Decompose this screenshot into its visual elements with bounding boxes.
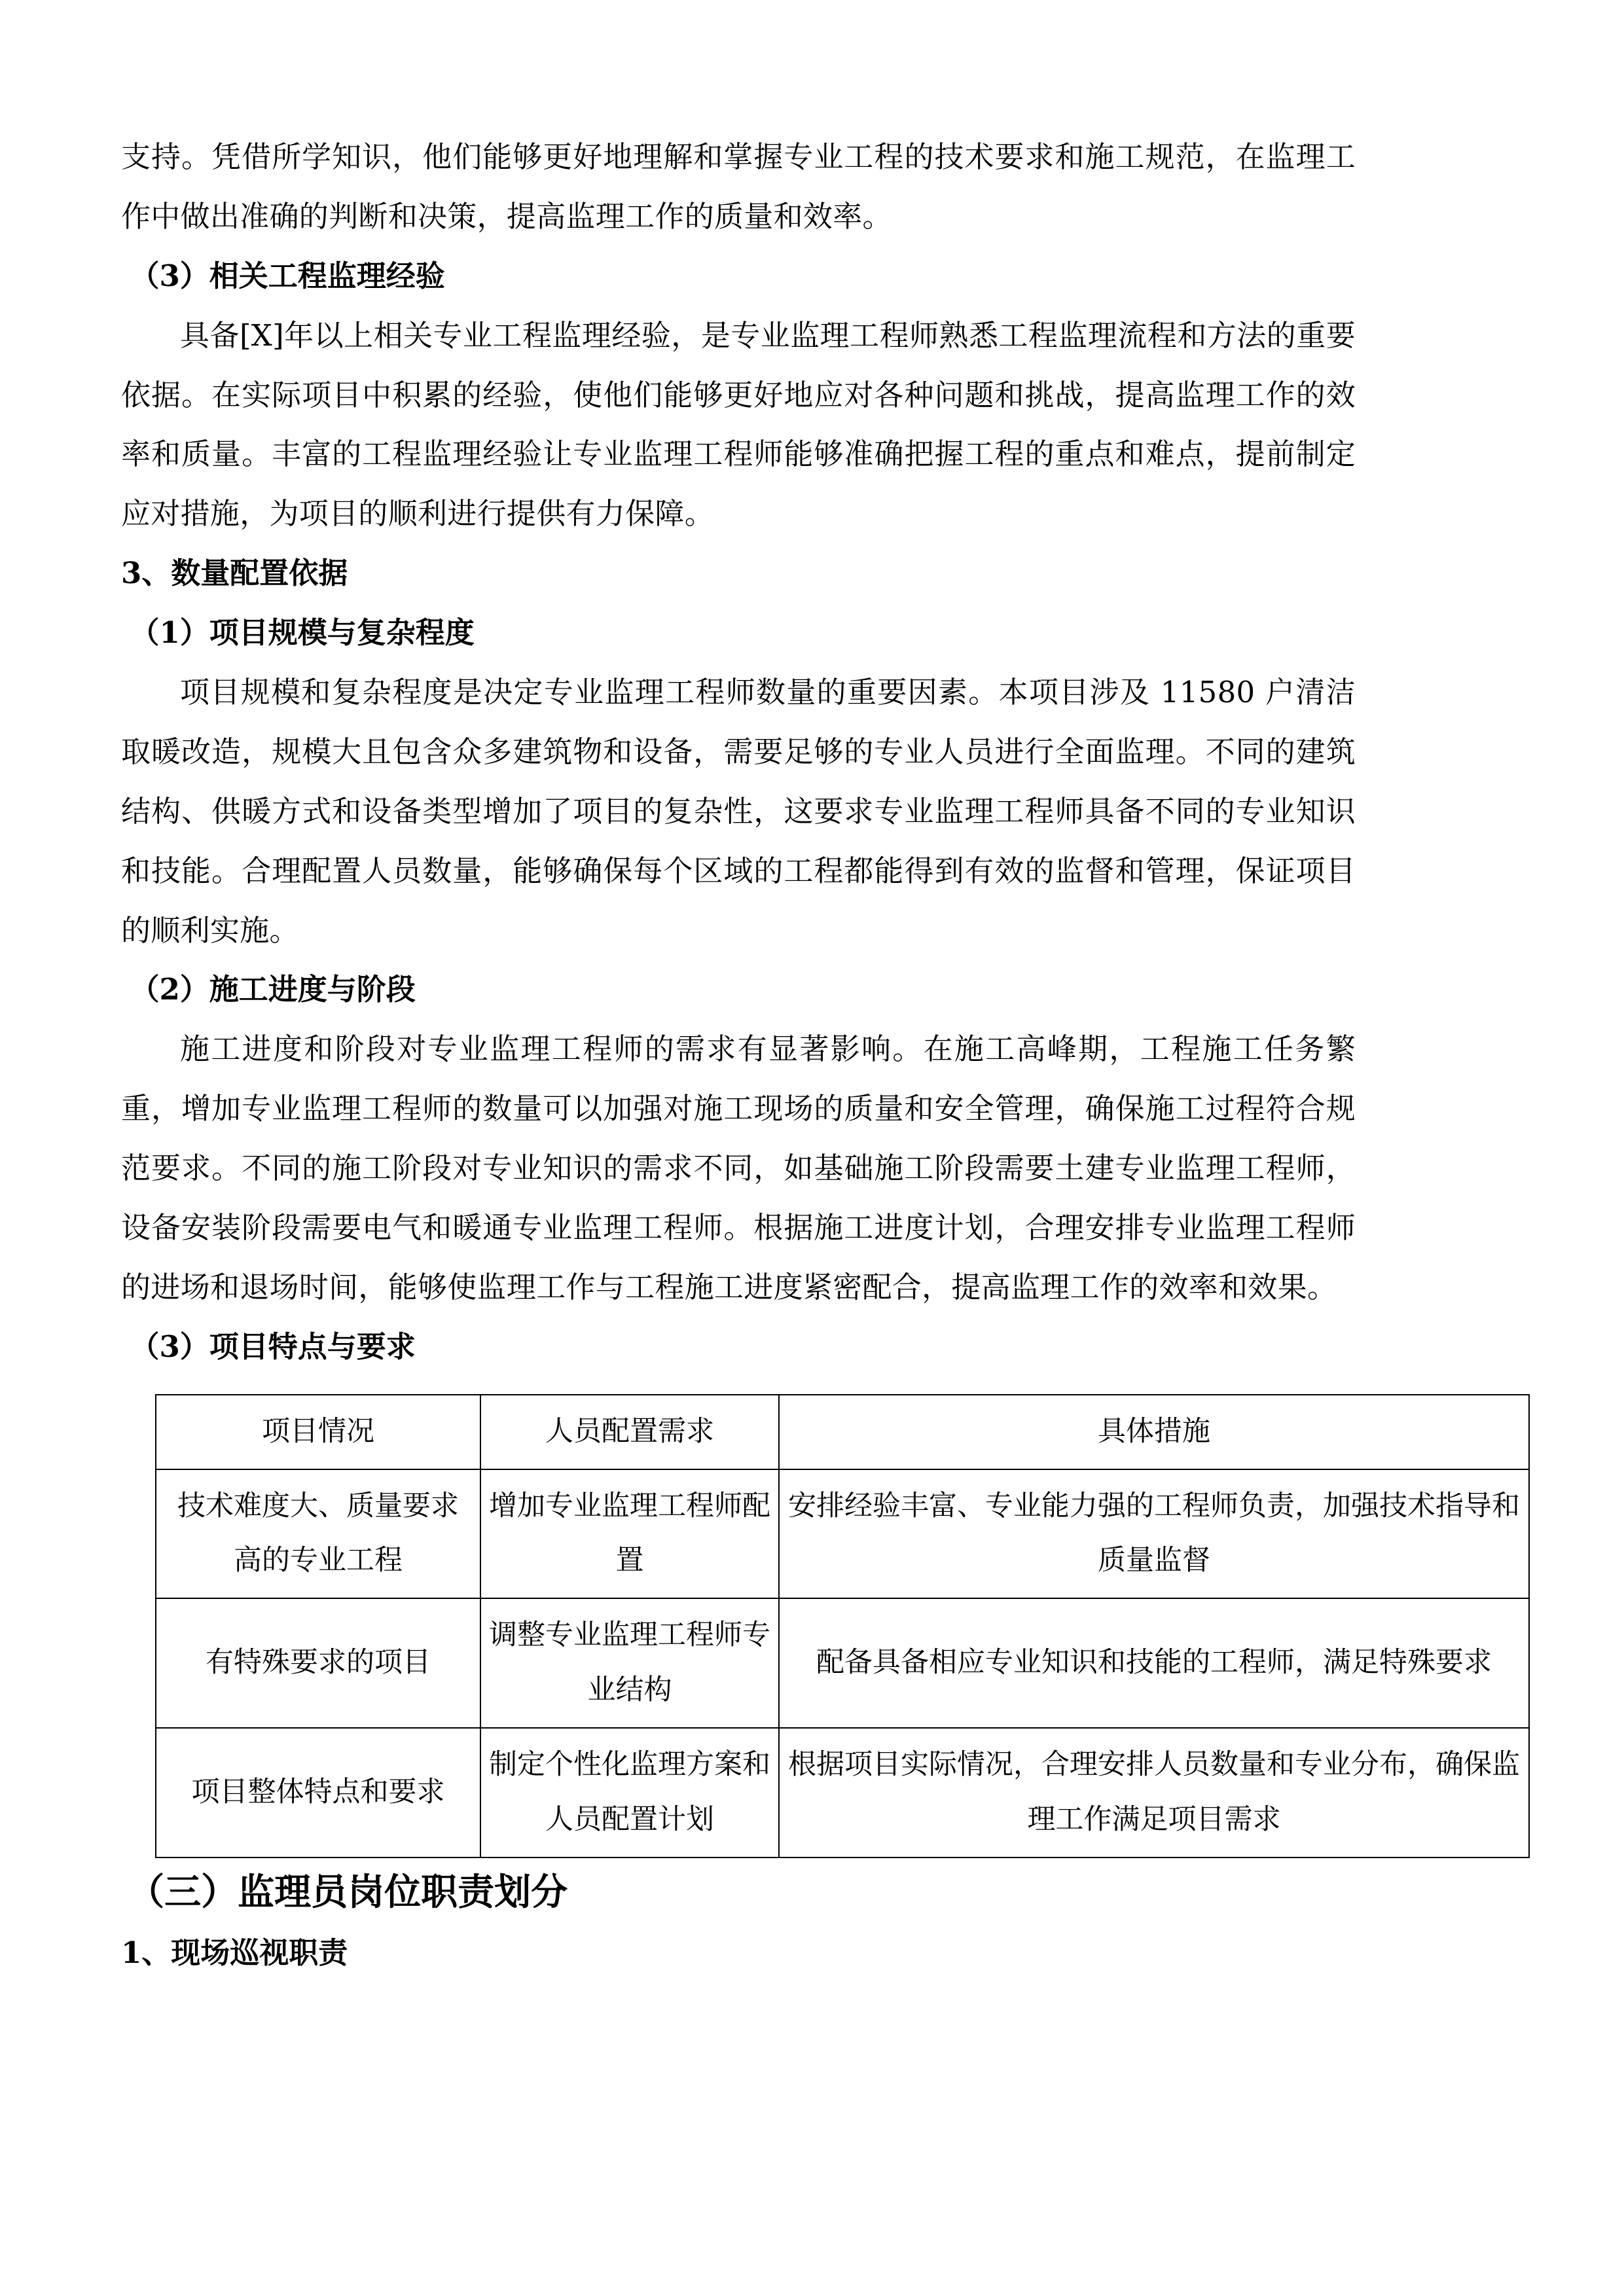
heading-supervisor-duty-division: （三）监理员岗位职责划分 [128,1870,568,1914]
table-header-measures: 具体措施 [779,1395,1529,1469]
heading-project-scale-complexity: （1）项目规模与复杂程度 [130,615,475,651]
table-cell-measures: 配备具备相应专业知识和技能的工程师，满足特殊要求 [779,1598,1529,1728]
table-cell-measures: 安排经验丰富、专业能力强的工程师负责，加强技术指导和质量监督 [779,1469,1529,1599]
table-row [156,1598,1529,1728]
table-body [156,1395,1529,1857]
project-features-table [155,1394,1530,1858]
table-cell-staffing: 调整专业监理工程师专业结构 [480,1598,779,1728]
continued-paragraph: 支持。凭借所学知识，他们能够更好地理解和掌握专业工程的技术要求和施工规范，在监理工作中做出准确的判断和决策，提高监理工作的质量和效率。 [121,139,1356,234]
table-row [156,1469,1529,1599]
table-cell-staffing: 制定个性化监理方案和人员配置计划 [480,1728,779,1857]
table-header-situation: 项目情况 [156,1395,480,1469]
paragraph-project-scale-complexity: 项目规模和复杂程度是决定专业监理工程师数量的重要因素。本项目涉及 11580 户清洁取暖改造，规模大且包含众多建筑物和设备，需要足够的专业人员进行全面监理。不同的建筑结构、供暖方式和设备类型增加了项目的复杂性，这要求专业监理工程师具备不同的专业知识和技能。合理配置人员数量，能够确保每个区域的工程都能得到有效的监督和管理，保证项目的顺利实施。 [121,675,1356,948]
heading-project-features-requirements: （3）项目特点与要求 [130,1329,416,1364]
heading-site-inspection-duties: 1、现场巡视职责 [121,1935,348,1970]
table-cell-situation: 项目整体特点和要求 [156,1728,480,1857]
table-cell-situation: 技术难度大、质量要求高的专业工程 [156,1469,480,1599]
table-cell-staffing: 增加专业监理工程师配置 [480,1469,779,1599]
table-header-staffing: 人员配置需求 [480,1395,779,1469]
heading-relevant-supervision-experience: （3）相关工程监理经验 [130,258,445,293]
paragraph-construction-progress-stage: 施工进度和阶段对专业监理工程师的需求有显著影响。在施工高峰期，工程施工任务繁重，增加专业监理工程师的数量可以加强对施工现场的质量和安全管理，确保施工过程符合规范要求。不同的施工阶段对专业知识的需求不同，如基础施工阶段需要土建专业监理工程师，设备安装阶段需要电气和暖通专业监理工程师。根据施工进度计划，合理安排专业监理工程师的进场和退场时间，能够使监理工作与工程施工进度紧密配合，提高监理工作的效率和效果。 [121,1031,1356,1304]
heading-quantity-allocation-basis: 3、数量配置依据 [121,556,348,591]
paragraph-relevant-supervision-experience: 具备[X]年以上相关专业工程监理经验，是专业监理工程师熟悉工程监理流程和方法的重要依据。在实际项目中积累的经验，使他们能够更好地应对各种问题和挑战，提高监理工作的效率和质量。丰富的工程监理经验让专业监理工程师能够准确把握工程的重点和难点，提前制定应对措施，为项目的顺利进行提供有力保障。 [121,317,1356,531]
table-header-row [156,1395,1529,1469]
table-cell-situation: 有特殊要求的项目 [156,1598,480,1728]
heading-construction-progress-stage: （2）施工进度与阶段 [130,972,416,1007]
table-row [156,1728,1529,1857]
table-cell-measures: 根据项目实际情况，合理安排人员数量和专业分布，确保监理工作满足项目需求 [779,1728,1529,1857]
